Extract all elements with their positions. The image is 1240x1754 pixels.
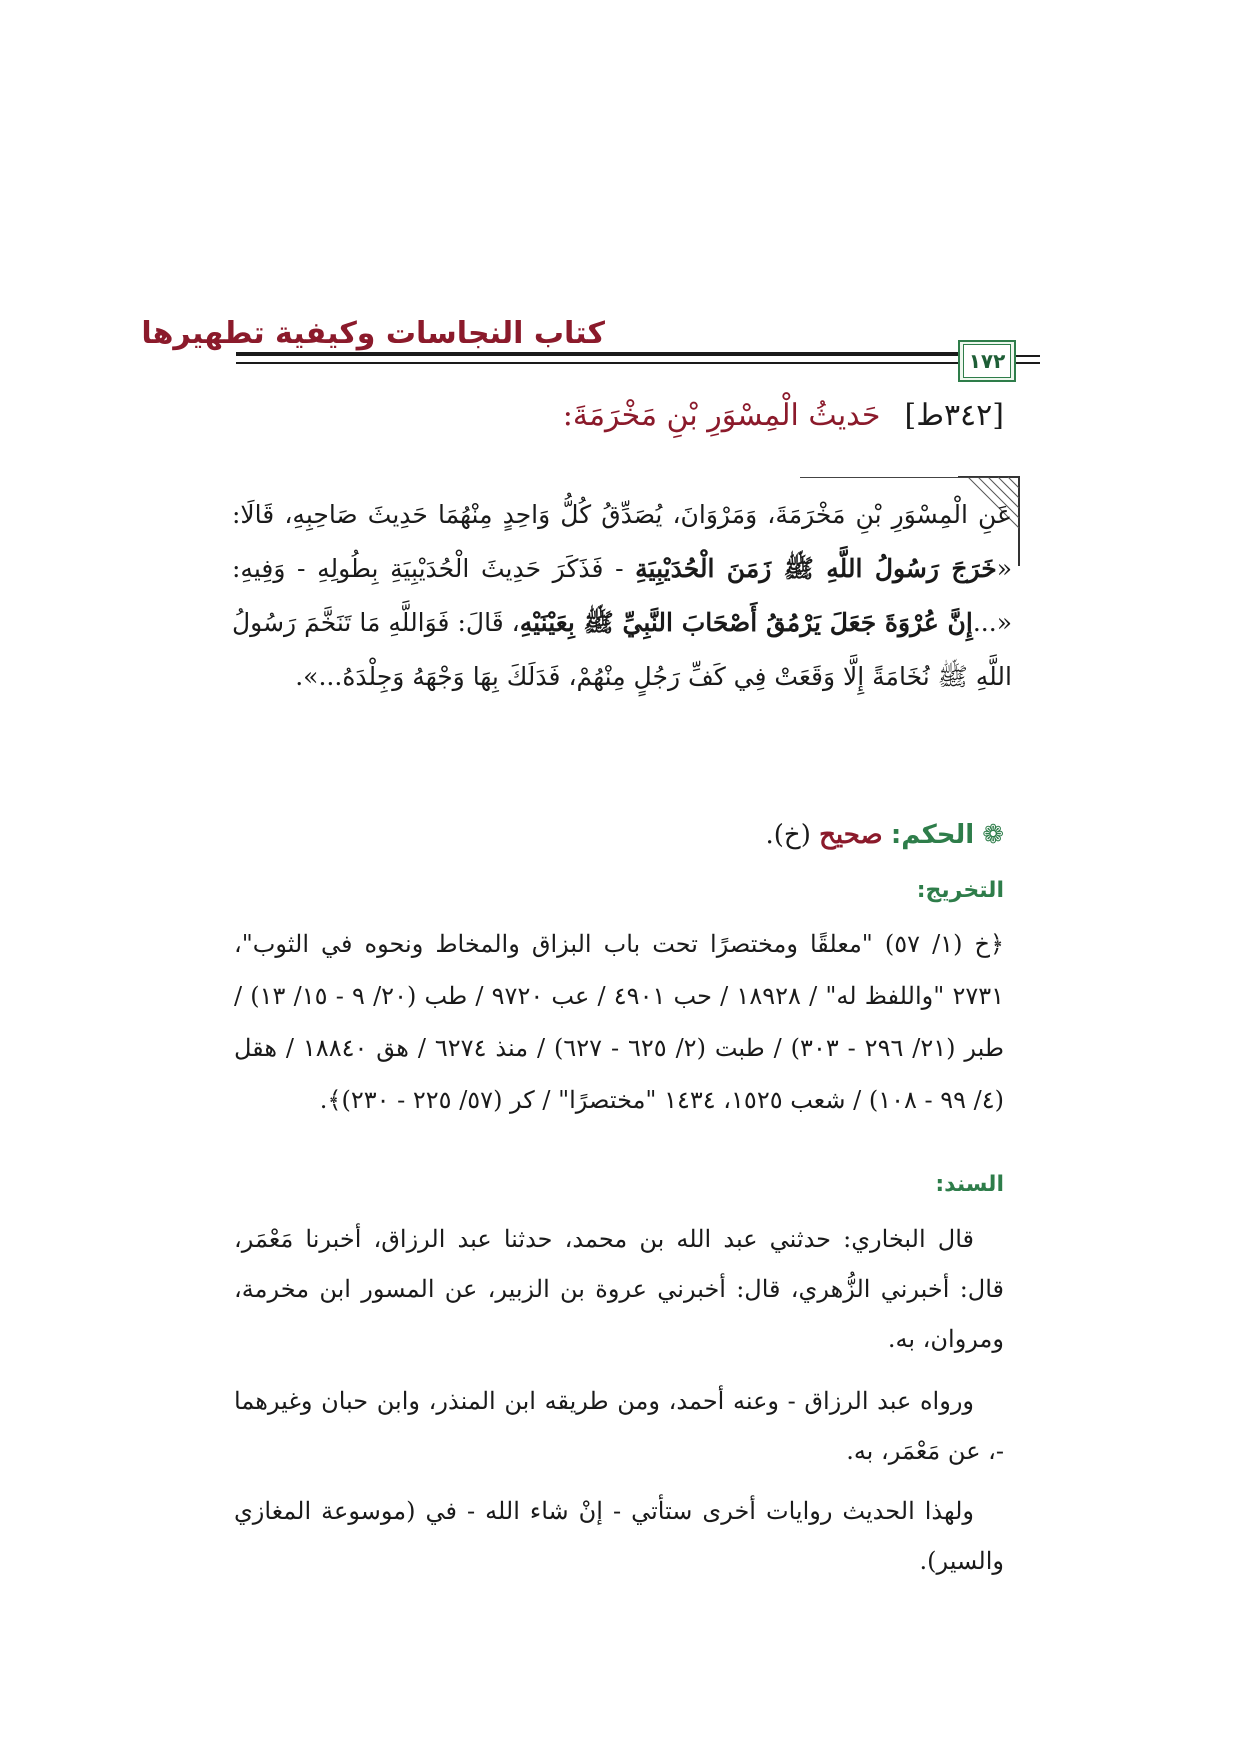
header-rule-thin: [236, 362, 958, 364]
hadith-bold-1: خَرَجَ رَسُولُ اللَّهِ ﷺ زَمَنَ الْحُدَيْبِيَةِ: [635, 554, 997, 583]
hadith-text: [232, 488, 1012, 704]
page-number: ١٧٢: [963, 344, 1011, 378]
sanad-text-3: ولهذا الحديث روايات أخرى ستأتي - إنْ شاء الله - في (موسوعة المغازي والسير).: [234, 1497, 1004, 1575]
takhrij-text: ﴿خ (١/ ٥٧) "معلقًا ومختصرًا تحت باب البزاق والمخاط ونحوه في الثوب"، ٢٧٣١ "واللفظ له" / ١٨٩٢٨ / حب ٤٩٠١ / عب ٩٧٢٠ / طب (٢٠/ ٩ - ١٥/ ١٣) / طبر (٢١/ ٢٩٦ - ٣٠٣) / طبت (٢/ ٦٢٥ - ٦٢٧) / منذ ٦٢٧٤ / هق ١٨٨٤٠ / هقل (٤/ ٩٩ - ١٠٨) / شعب ١٥٢٥، ١٤٣٤ "مختصرًا" / كر (٥٧/ ٢٢٥ - ٢٣٠)﴾.: [234, 930, 1005, 1114]
ruling-suffix: (خ).: [765, 820, 820, 850]
sanad-paragraph-1: [234, 1214, 1004, 1364]
header-rule-right: [1016, 355, 1040, 357]
hadith-part-3: ، قَالَ: فَوَاللَّهِ مَا تَنَخَّمَ رَسُولُ اللَّهِ ﷺ نُخَامَةً إِلَّا وَقَعَتْ فِي كَفِّ رَجُلٍ مِنْهُمْ، فَدَلَكَ بِهَا وَجْهَهُ وَجِلْدَهُ...».: [232, 608, 1012, 691]
hadith-part-2: - فَذَكَرَ حَدِيثَ الْحُدَيْبِيَةِ بِطُولِهِ - وَفِيهِ: «...: [232, 554, 1012, 637]
sanad-paragraph-2: [234, 1376, 1004, 1476]
sanad-text-2: ورواه عبد الرزاق - وعنه أحمد، ومن طريقه ابن المنذر، وابن حبان وغيرهما -، عن مَعْمَر، به.: [234, 1387, 1004, 1465]
heading-underline: [800, 477, 990, 478]
section-heading: [563, 398, 1004, 433]
header-rule-right-2: [1016, 362, 1040, 364]
page-number-badge: [958, 340, 1016, 382]
flower-icon: ❁: [982, 820, 1004, 850]
ruling-line: [766, 820, 1005, 850]
hadith-part-1: عَنِ الْمِسْوَرِ بْنِ مَخْرَمَةَ، وَمَرْوَانَ، يُصَدِّقُ كُلُّ وَاحِدٍ مِنْهُمَا حَدِيثَ صَاحِبِهِ، قَالَا: «: [232, 500, 1012, 583]
ruling-value: صحيح: [819, 820, 883, 850]
takhrij-heading: التخريج:: [916, 878, 1004, 903]
running-header-title: كتاب النجاسات وكيفية تطهيرها: [141, 316, 605, 351]
hadith-bold-2: إِنَّ عُرْوَةَ جَعَلَ يَرْمُقُ أَصْحَابَ النَّبِيِّ ﷺ بِعَيْنَيْهِ: [519, 608, 973, 637]
sanad-heading: السند:: [935, 1172, 1004, 1197]
sanad-paragraph-3: [234, 1486, 1004, 1586]
ruling-label: الحكم:: [890, 820, 975, 850]
sanad-text-1: قال البخاري: حدثني عبد الله بن محمد، حدثنا عبد الرزاق، أخبرنا مَعْمَر، قال: أخبرني الزُّهري، قال: أخبرني عروة بن الزبير، عن المسور ابن مخرمة، ومروان، به.: [234, 1225, 1005, 1353]
hadith-code: [٣٤٢ط]: [904, 398, 1004, 433]
header-rule-thick: [236, 352, 958, 356]
hadith-title: حَديثُ الْمِسْوَرِ بْنِ مَخْرَمَةَ:: [562, 398, 881, 433]
